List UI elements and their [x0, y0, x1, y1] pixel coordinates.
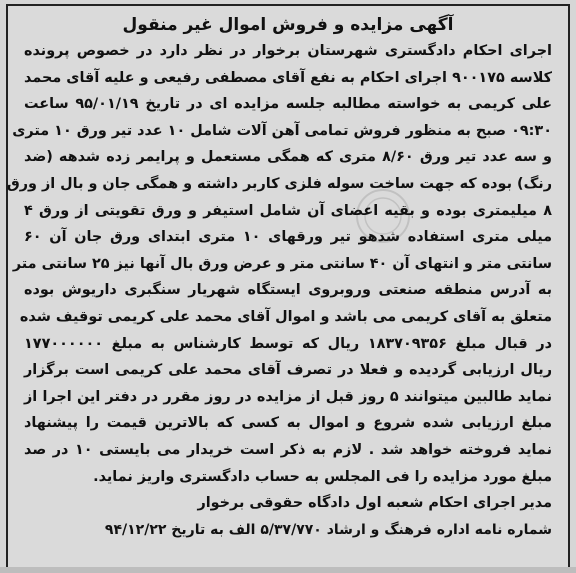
notice-line-16: نماید فروخته خواهد شد . لازم به ذکر است خریدار می بایستی ۱۰ در صد: [24, 441, 552, 458]
notice-line-8: میلی متری استفاده شدهو تیر ورقهای ۱۰ متری ابتدای ورق جان آن ۶۰: [24, 229, 552, 246]
notice-line-17: مبلغ مورد مزایده را فی المجلس به حساب دادگستری واریز نماید.: [93, 468, 552, 485]
notice-line-14: نماید طالبین میتوانند ۵ روز قبل از مزایده در روز مقرر در دفتر این اجرا از: [24, 388, 552, 405]
notice-line-13: ریال ارزیابی گردیده و فعلا در تصرف آقای محمد علی کریمی است برگزار: [24, 362, 552, 379]
notice-line-11: متعلق به آقای کریمی می باشد و اموال آقای محمد علی کریمی توقیف شده: [19, 308, 552, 325]
notice-line-6: رنگ) بوده که جهت ساخت سوله فلزی کاربر داشته و همگی جان و بال از ورق: [6, 175, 552, 192]
notice-line-7: ۸ میلیمتری بوده و بقیه اعضای آن شامل استیفر و ورق تقویتی از ورق ۴: [24, 202, 552, 219]
notice-line-2: کلاسه ۹۰۰۱۷۵ اجرای احکام به نفع آقای مصطفی رفیعی و علیه آقای محمد: [24, 69, 552, 86]
page-bottom-edge: [0, 567, 576, 573]
notice-line-3: علی کریمی به خواسته مطالبه جلسه مزایده ای در تاریخ ۹۵/۰۱/۱۹ ساعت: [24, 96, 552, 113]
notice-line-4: ۰۹:۳۰ صبح به منظور فروش تمامی آهن آلات شامل ۱۰ عدد تیر ورق ۱۰ متری: [12, 122, 552, 139]
notice-line-1: اجرای احکام دادگستری شهرستان برخوار در نظر دارد در خصوص پرونده: [24, 43, 552, 59]
notice-line-12: در قبال مبلغ ۱۸۳۷۰۹۳۵۶ ریال که توسط کارشناس به مبلغ ۱۷۷۰۰۰۰۰۰: [24, 335, 552, 352]
notice-line-5: و سه عدد تیر ورق ۸/۶۰ متری که همگی مستعمل و پرایمر زده شدهه (ضد: [24, 149, 552, 166]
notice-footer: شماره نامه اداره فرهنگ و ارشاد ۵/۳۷/۷۷۰ الف به تاریخ ۹۴/۱۲/۲۲: [104, 521, 552, 538]
notice-border: [6, 4, 570, 569]
notice-line-15: مبلغ ارزیابی شده شروع و اموال به کسی که بالاترین قیمت را پیشنهاد: [24, 415, 552, 432]
notice-content: [6, 12, 552, 543]
notice-title: آگهی مزایده و فروش اموال غیر منقول: [122, 15, 454, 35]
notice-line-10: به آدرس منطقه صنعتی وروبروی ایستگاه شهریار سنگبری داریوش بوده: [24, 282, 552, 299]
notice-signature: مدیر اجرای احکام شعبه اول دادگاه حقوقی برخوار: [197, 495, 552, 512]
notice-line-9: سانتی متر و انتهای آن ۴۰ سانتی متر و عرض ورق بال آنها نیز ۲۵ سانتی متر: [12, 255, 552, 272]
